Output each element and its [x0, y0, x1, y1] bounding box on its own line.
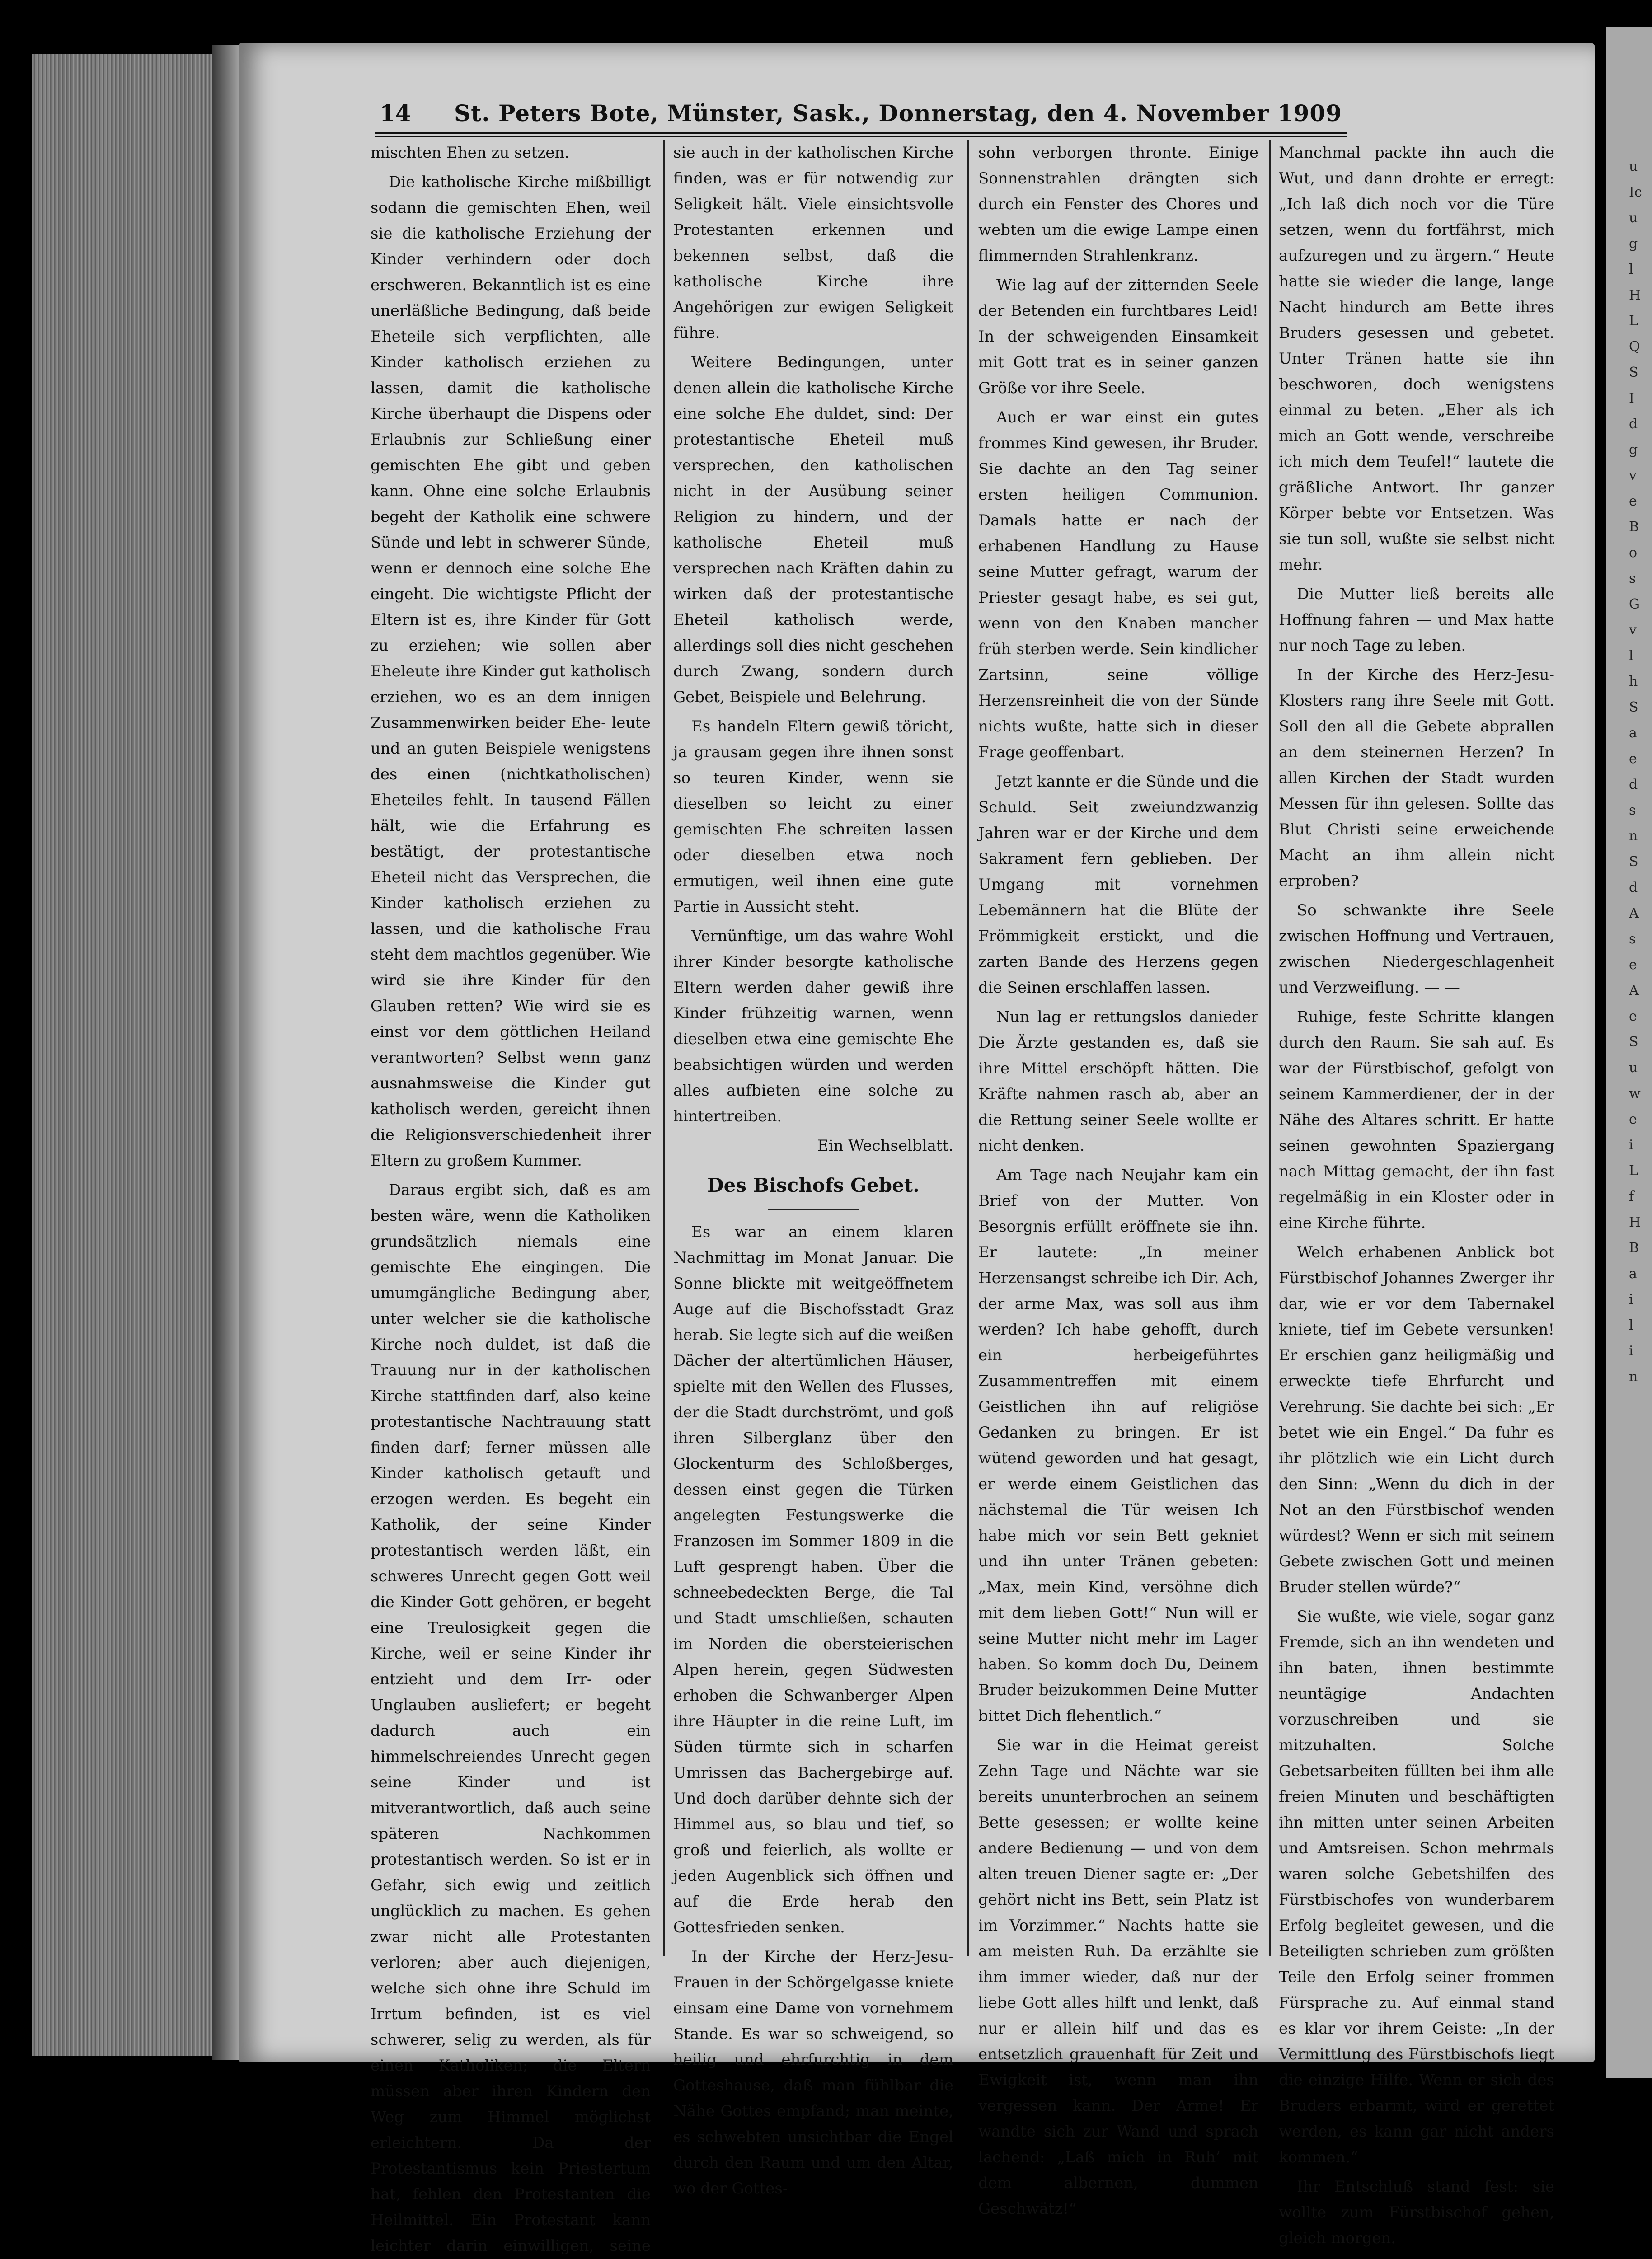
facing-page-fragment: u [1629, 159, 1638, 174]
facing-page-fragment: n [1629, 1369, 1638, 1385]
facing-page-fragment: B [1629, 1240, 1639, 1256]
column-rule [967, 140, 969, 1956]
facing-page-fragment: L [1629, 1163, 1638, 1179]
paragraph: So schwankte ihre Seele zwischen Hoffnung und Vertrauen, zwischen Niedergeschlagenheit und Verzweiflung. — — [1279, 901, 1554, 997]
facing-page-fragment: l [1629, 262, 1633, 277]
paragraph: Nun lag er rettungslos danieder Die Ärzte gestanden es, daß sie ihre Mittel erschöpft hätten. Die Kräfte nahmen rasch ab, aber an die Rettung seiner Seele wollte er nicht denken. [978, 1008, 1258, 1155]
facing-page-fragment: G [1629, 596, 1640, 612]
facing-page-fragment: a [1629, 1266, 1637, 1282]
paragraph: Daraus ergibt sich, daß es am besten wäre, wenn die Katholiken grundsätzlich niemals eine gemischte Ehe eingingen. Die umumgängliche Bedingung aber, unter welcher sie die katholische Kirche noch duldet, ist daß die Trauung nur in der katholischen Kirche stattfinden darf, also keine protestantische Nachtrauung statt finden darf; ferner müssen alle Kinder katholisch getauft und erzogen werden. Es begeht ein Katholik, der seine Kinder protestantisch werden läßt, ein schweres Unrecht gegen Gott weil die Kinder Gott gehören, er begeht eine Treulosigkeit gegen die Kirche, weil er seine Kinder ihr entzieht und dem Irr- oder Unglauben ausliefert; er begeht dadurch auch ein himmelschreiendes Unrecht gegen seine Kinder und ist mitverantwortlich, daß auch seine späteren Nachkommen protestantisch werden. So ist er in Gefahr, sich ewig und zeitlich unglücklich zu machen. Es gehen zwar nicht alle Protestanten verloren; aber auch diejenigen, welche sich ohne ihre Schuld im Irrtum befinden, ist es viel schwerer, selig zu werden, als für einen Katholiken; die Eltern müssen aber ihren Kindern den Weg zum Himmel möglichst erleichtern. Da der Protestantismus kein Priestertum hat, fehlen den Protestanten die Heilmittel. Ein Protestant kann leichter darin einwilligen, seine [371, 1181, 651, 2255]
facing-page-fragment: i [1629, 1137, 1633, 1153]
facing-page-fragment: S [1629, 854, 1638, 870]
paragraph: In der Kirche der Herz-Jesu-Frauen in der Schörgelgasse kniete einsam eine Dame von vornehmem Stande. Es war so schweigend, so heilig und ehrfurchtig in dem Gotteshause, daß man fühlbar die Nähe Gottes empfand; man meinte, es schwebten unsichtbar die Engel durch den Raum und um den Altar, wo der Gottes- [673, 1948, 953, 2198]
facing-page-fragment: v [1629, 622, 1637, 638]
column-1 [371, 140, 651, 2255]
paragraph: Jetzt kannte er die Sünde und die Schuld. Seit zweiundzwanzig Jahren war er der Kirche und dem Sakrament fern geblieben. Der Umgang mit vornehmen Lebemännern hat die Blüte der Frömmigkeit erstickt, und die zarten Bande des Herzens gegen die Seinen erschlaffen lassen. [978, 773, 1258, 997]
facing-page-fragment: I [1629, 390, 1634, 406]
facing-page-fragment: h [1629, 674, 1638, 689]
facing-page-fragment: e [1629, 1111, 1637, 1127]
paragraph: Am Tage nach Neujahr kam ein Brief von der Mutter. Von Besorgnis erfüllt eröffnete sie ihn. Er lautete: „In meiner Herzensangst schreibe ich Dir. Ach, der arme Max, was soll aus ihm werden? Ich habe gehofft, durch ein herbeigeführtes Zusammentreffen mit einem Geistlichen ihn auf religiöse Gedanken zu bringen. Er ist wütend geworden und hat gesagt, er werde einem Geistlichen das nächstemal die Tür weisen Ich habe mich vor sein Bett gekniet und ihn unter Tränen gebeten: „Max, mein Kind, versöhne dich mit dem lieben Gott!“ Nun will er seine Mutter nicht mehr im Lager haben. So komm doch Du, Deinem Bruder beizukommen Deine Mutter bittet Dich flehentlich.“ [978, 1166, 1258, 1725]
facing-page-fragment: d [1629, 416, 1638, 432]
facing-page-fragment: Ic [1629, 184, 1642, 200]
page-number: 14 [380, 100, 411, 127]
paragraph: Manchmal packte ihn auch die Wut, und dann drohte er erregt: „Ich laß dich noch vor die Türe setzen, wenn du fortfährst, mich aufzuregen und zu ärgern.“ Heute hatte sie wieder die lange, lange Nacht hindurch am Bette ihres Bruders gesessen und gebetet. Unter Tränen hatte sie ihn beschworen, doch wenigstens einmal zu beten. „Eher als ich mich an Gott wende, verschreibe ich mich dem Teufel!“ lautete die gräßliche Antwort. Ihr ganzer Körper bebte vor Entsetzen. Was sie tun soll, wußte sie selbst nicht mehr. [1279, 144, 1554, 574]
column-rule [1269, 140, 1271, 1956]
paragraph: mischten Ehen zu setzen. [371, 144, 570, 162]
paragraph: Wie lag auf der zitternden Seele der Betenden ein furchtbares Leid! In der schweigenden Einsamkeit mit Gott trat es in seiner ganzen Größe vor ihre Seele. [978, 276, 1258, 397]
running-title: St. Peters Bote, Münster, Sask., Donnerstag, den 4. November 1909 [454, 100, 1342, 127]
facing-page-fragment: s [1629, 571, 1636, 586]
facing-page-fragment: a [1629, 725, 1637, 741]
facing-page-fragment: d [1629, 777, 1638, 792]
paragraph: Die katholische Kirche mißbilligt sodann die gemischten Ehen, weil sie die katholische Erziehung der Kinder verhindern oder doch erschweren. Bekanntlich ist es eine unerläßliche Bedingung, daß beide Eheteile sich verpflichten, alle Kinder katholisch erziehen zu lassen, damit die katholische Kirche überhaupt die Dispens oder Erlaubnis zur Schließung einer gemischten Ehe gibt und geben kann. Ohne eine solche Erlaubnis begeht der Katholik eine schwere Sünde und lebt in schwerer Sünde, wenn er dennoch eine solche Ehe eingeht. Die wichtigste Pflicht der Eltern ist es, ihre Kinder für Gott zu erziehen; wie sollen aber Eheleute ihre Kinder gut katholisch erziehen, wo es an dem innigen Zusammenwirken beider Ehe- leute und an guten Beispiele wenigstens des einen (nichtkatholischen) Eheteiles fehlt. In tausend Fällen hält, wie die Erfahrung es bestätigt, der protestantische Eheteil nicht das Versprechen, die Kinder katholisch erziehen zu lassen, und die katholische Frau steht dem machtlos gegenüber. Wie wird sie ihre Kinder für den Glauben retten? Wie wird sie es einst vor dem göttlichen Heiland verantworten? Selbst wenn ganz ausnahmsweise die Kinder gut katholisch werden, gereicht ihnen die Religionsverschiedenheit ihrer Eltern zu großem Kummer. [371, 173, 651, 1170]
facing-page-fragment: v [1629, 468, 1637, 483]
header-rule [375, 132, 1347, 137]
facing-page-fragment: l [1629, 1317, 1633, 1333]
facing-page-fragment: e [1629, 957, 1637, 973]
facing-page-fragment: o [1629, 545, 1638, 561]
heading-rule [768, 1209, 859, 1210]
paragraph: Weitere Bedingungen, unter denen allein die katholische Kirche eine solche Ehe duldet, sind: Der protestantische Eheteil muß versprechen, den katholischen nicht in der Ausübung seiner Religion zu hindern, und der katholische Eheteil muß versprechen nach Kräften dahin zu wirken daß der protestantische Eheteil katholisch werde, allerdings soll dies nicht geschehen durch Zwang, sondern durch Gebet, Beispiele und Belehrung. [673, 353, 953, 706]
facing-page-fragment: e [1629, 1008, 1637, 1024]
column-4 [1279, 140, 1554, 2247]
facing-page-fragment: B [1629, 519, 1639, 535]
paragraph: Es war an einem klaren Nachmittag im Monat Januar. Die Sonne blickte mit weitgeöffnetem Auge auf die Bischofsstadt Graz herab. Sie legte sich auf die weißen Dächer der altertümlichen Häuser, spielte mit den Wellen des Flusses, der die Stadt durchströmt, und goß ihren Silberglanz über den Glockenturm des Schloßberges, dessen einst gegen die Türken angelegten Festungswerke die Franzosen im Sommer 1809 in die Luft gesprengt haben. Über die schneebedeckten Berge, die Tal und Stadt umschließen, schauten im Norden die obersteierischen Alpen herein, gegen Südwesten erhoben die Schwanberger Alpen ihre Häupter in die reine Luft, im Süden türmte sich in scharfen Umrissen das Bachergebirge auf. Und doch darüber dehnte sich der Himmel aus, so blau und tief, so groß und feierlich, als wollte er jeden Augenblick sich öffnen und auf die Erde herab den Gottesfrieden senken. [673, 1223, 953, 1936]
paragraph: sohn verborgen thronte. Einige Sonnenstrahlen drängten sich durch ein Fenster des Chores und webten um die ewige Lampe einen flimmernden Strahlenkranz. [978, 144, 1258, 265]
column-2 [673, 140, 953, 2198]
facing-page-fragment: S [1629, 1034, 1638, 1050]
article-signature: Ein Wechselblatt. [817, 1137, 953, 1155]
paragraph: Die Mutter ließ bereits alle Hoffnung fahren — und Max hatte nur noch Tage zu leben. [1279, 585, 1554, 655]
facing-page-fragment: s [1629, 802, 1636, 818]
column-3 [978, 140, 1258, 2218]
facing-page-fragment: S [1629, 365, 1638, 380]
facing-page-fragment: i [1629, 1292, 1633, 1308]
facing-page-fragment: g [1629, 442, 1638, 458]
paragraph: Welch erhabenen Anblick bot Fürstbischof Johannes Zwerger ihr dar, wie er vor dem Tabernakel kniete, tief im Gebete versunken! Er erschien ganz heiligmäßig und erweckte tiefe Ehrfurcht und Verehrung. Sie dachte bei sich: „Er betet wie ein Engel.“ Da fuhr es ihr plötzlich wie ein Licht durch den Sinn: „Wenn du dich in der Not an den Fürstbischof wenden würdest? Wenn er sich mit seinem Gebete zwischen Gott und meinen Bruder stellen würde?“ [1279, 1243, 1554, 1596]
facing-page-fragment: u [1629, 210, 1638, 226]
facing-page-fragment: H [1629, 287, 1641, 303]
column-rule [663, 140, 665, 1956]
facing-page-fragment: e [1629, 751, 1637, 767]
paragraph: Vernünftige, um das wahre Wohl ihrer Kinder besorgte katholische Eltern werden daher gewiß ihre Kinder frühzeitig warnen, wenn dieselben etwa eine gemischte Ehe beabsichtigen würden und werden alles aufbieten eine solche zu hintertreiben. [673, 927, 953, 1125]
facing-page-fragment: n [1629, 828, 1638, 844]
facing-page-fragment: w [1629, 1086, 1641, 1101]
book-page-edges [32, 54, 239, 2056]
facing-page-fragment: A [1629, 905, 1639, 921]
facing-page-fragment: e [1629, 493, 1637, 509]
facing-page-fragment: L [1629, 313, 1638, 329]
paragraph: Auch er war einst ein gutes frommes Kind gewesen, ihr Bruder. Sie dachte an den Tag seiner ersten heiligen Communion. Damals hatte er nach der erhabenen Handlung zu Hause seine Mutter gefragt, warum der Priester gesagt habe, es sei gut, wenn von den Knaben mancher früh sterben werde. Sein kindlicher Zartsinn, seine völlige Herzensreinheit die von der Sünde nichts wußte, hatte sich in dieser Frage geoffenbart. [978, 408, 1258, 761]
facing-page-fragment: S [1629, 699, 1638, 715]
paragraph: Ruhige, feste Schritte klangen durch den Raum. Sie sah auf. Es war der Fürstbischof, gefolgt von seinem Kammerdiener, der in der Nähe des Altares schritt. Er hatte seinen gewohnten Spaziergang nach Mittag gemacht, der ihn fast regelmäßig in ein Kloster oder in eine Kirche führte. [1279, 1008, 1554, 1232]
facing-page-fragment: l [1629, 648, 1633, 664]
facing-page-fragment: g [1629, 236, 1638, 252]
facing-page-fragment: u [1629, 1060, 1638, 1076]
paragraph: Ihr Entschluß stand fest: sie wollte zum Fürstbischof gehen, gleich morgen. [1279, 2178, 1554, 2247]
paragraph: In der Kirche des Herz-Jesu-Klosters rang ihre Seele mit Gott. Soll den all die Gebete abprallen an dem steinernen Herzen? In allen Kirchen der Stadt wurden Messen für ihn gelesen. Sollte das Blut Christi seine erweichende Macht an ihm allein nicht erproben? [1279, 666, 1554, 890]
page-header [380, 90, 1342, 127]
facing-page-fragment: A [1629, 983, 1639, 998]
paragraph: Es handeln Eltern gewiß töricht, ja grausam gegen ihre ihnen sonst so teuren Kinder, wenn sie dieselben so leicht zu einer gemischten Ehe schreiten lassen oder dieselben etwa noch ermutigen, weil ihnen eine gute Partie in Aussicht steht. [673, 717, 953, 916]
facing-page-fragment: s [1629, 931, 1636, 947]
paragraph: Sie war in die Heimat gereist Zehn Tage und Nächte war sie bereits ununterbrochen an seinem Bette gesessen; er wollte keine andere Bedienung — und von dem alten treuen Diener sagte er: „Der gehört nicht ins Bett, sein Platz ist im Vorzimmer.“ Nachts hatte sie am meisten Ruh. Da erzählte sie ihm immer wieder, daß nur der liebe Gott alles hilft und lenkt, daß nur er allein hilf und das es entsetzlich grauenhaft für Zeit und Ewigkeit ist, wenn man ihn vergessen kann. Der Arme! Er wandte sich zur Wand und sprach lachend: „Laß mich in Ruh’ mit dem albernen, dummen Geschwätz!“ [978, 1736, 1258, 2218]
paragraph: Sie wußte, wie viele, sogar ganz Fremde, sich an ihn wendeten und ihn baten, ihnen bestimmte neuntägige Andachten vorzuschreiben und sie mitzuhalten. Solche Gebetsarbeiten füllten bei ihm alle freien Minuten und beschäftigten ihn mitten unter seinen Arbeiten und Amtsreisen. Schon mehrmals waren solche Gebetshilfen des Fürstbischofes von wunderbarem Erfolg begleitet gewesen, und die Beteiligten schrieben zum größten Teile den Erfolg seiner frommen Fürsprache zu. Auf einmal stand es klar vor ihrem Geiste: „In der Vermittlung des Fürstbischofs liegt die einzige Hilfe. Wenn er sich des Bruders erbarmt, wird er gerettet werden, es kann gar nicht anders kommen.“ [1279, 1608, 1554, 2166]
article-heading: Des Bischofs Gebet. [707, 1174, 920, 1196]
facing-page-fragment: d [1629, 880, 1638, 895]
facing-page-fragment: H [1629, 1214, 1641, 1230]
facing-page-fragment: Q [1629, 339, 1640, 355]
facing-page-fragment: i [1629, 1343, 1633, 1359]
paragraph: sie auch in der katholischen Kirche finden, was er für notwendig zur Seligkeit hält. Viele einsichtsvolle Protestanten erkennen und bekennen selbst, daß die katholische Kirche ihre Angehörigen zur ewigen Seligkeit führe. [673, 144, 953, 342]
facing-page-text-fragments [1629, 154, 1652, 1916]
facing-page-fragment: f [1629, 1189, 1634, 1204]
